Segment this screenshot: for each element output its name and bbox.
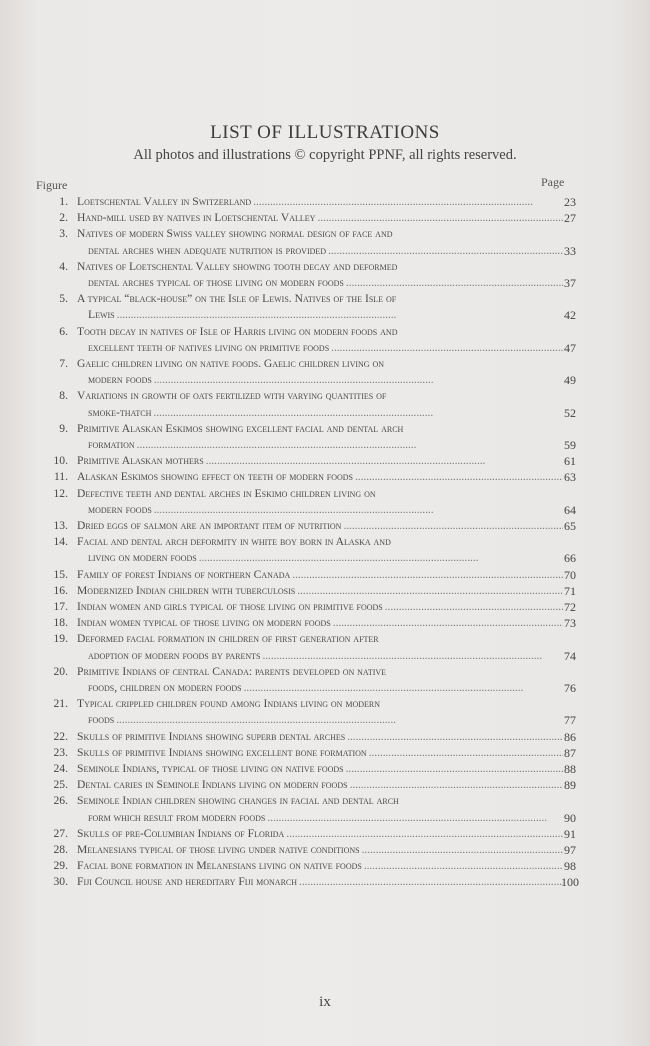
figure-number: 15.	[53, 567, 68, 581]
caption-text: formation	[88, 437, 135, 451]
figure-number: 30.	[53, 875, 68, 889]
caption-text: smoke-thatch	[88, 405, 152, 419]
caption-text: Skulls of pre-Columbian Indians of Florida	[77, 826, 285, 840]
caption-text: Dental caries in Seminole Indians living on modern foods	[77, 778, 348, 792]
dot-leader	[204, 453, 563, 469]
figure-number: 23.	[53, 745, 68, 759]
page-number: 37	[564, 275, 576, 290]
page-number: 70	[564, 567, 576, 582]
figure-number: 21.	[53, 697, 68, 711]
list-item	[30, 664, 590, 696]
caption-text: adoption of modern foods by parents	[88, 648, 261, 662]
figure-number: 25.	[53, 778, 68, 792]
page-number: 72	[564, 599, 576, 614]
figure-number: 28.	[53, 842, 68, 856]
page-number: 71	[564, 583, 576, 598]
dot-leader	[345, 729, 563, 745]
page-number: 52	[564, 405, 576, 420]
page-number: 98	[564, 859, 576, 874]
dot-leader	[326, 243, 563, 259]
dot-leader	[362, 858, 563, 874]
list-item	[30, 696, 590, 728]
list-item	[30, 583, 590, 599]
figure-number: 22.	[53, 729, 68, 743]
page-number: 90	[564, 810, 576, 825]
figure-number: 18.	[53, 616, 68, 630]
dot-leader	[295, 583, 563, 599]
dot-leader	[360, 842, 563, 858]
figure-number: 16.	[53, 583, 68, 597]
caption-text: Seminole Indians, typical of those living on native foods	[77, 761, 344, 775]
dot-leader	[353, 469, 563, 485]
caption-text: Dried eggs of salmon are an important item of nutrition	[77, 518, 342, 532]
page-title: LIST OF ILLUSTRATIONS	[210, 122, 440, 143]
caption-text: Natives of Loetschental Valley showing tooth decay and deformed	[77, 259, 398, 273]
page-number: 88	[564, 761, 576, 776]
caption-text: Hand-mill used by natives in Loetschental Valley	[77, 211, 316, 225]
figure-number: 19.	[53, 632, 68, 646]
caption-text: foods, children on modern foods	[88, 680, 242, 694]
list-item	[30, 631, 590, 663]
caption-text: form which result from modern foods	[88, 810, 266, 824]
dot-leader	[329, 340, 563, 356]
list-item	[30, 421, 590, 453]
list-item	[30, 777, 590, 793]
caption-text: living on modern foods	[88, 551, 197, 565]
list-item	[30, 745, 590, 761]
caption-text: Facial and dental arch deformity in white boy born in Alaska and	[77, 535, 391, 549]
caption-text: Fiji Council house and hereditary Fiji monarch	[77, 875, 298, 889]
page-number: 66	[564, 551, 576, 566]
dot-leader	[242, 680, 563, 696]
dot-leader	[348, 777, 563, 793]
dot-leader	[260, 648, 563, 664]
page-number: 42	[564, 308, 576, 323]
caption-text: Gaelic children living on native foods. Gaelic children living on	[77, 356, 385, 370]
list-item	[30, 324, 590, 356]
figure-number: 12.	[53, 486, 68, 500]
dot-leader	[290, 567, 563, 583]
dot-leader	[315, 210, 563, 226]
dot-leader	[114, 712, 563, 728]
list-item	[30, 486, 590, 518]
page-number: 74	[564, 648, 576, 663]
list-item	[30, 194, 590, 210]
list-item	[30, 858, 590, 874]
figure-number: 17.	[53, 599, 68, 613]
caption-text: foods	[88, 713, 115, 727]
page-number: 87	[564, 745, 576, 760]
list-item	[30, 567, 590, 583]
figure-number: 14.	[53, 535, 68, 549]
list-item	[30, 842, 590, 858]
dot-leader	[152, 502, 563, 518]
dot-leader	[284, 826, 563, 842]
list-item	[30, 518, 590, 534]
list-item	[30, 761, 590, 777]
page-number: 97	[564, 842, 576, 857]
page-number: 100	[561, 875, 579, 890]
caption-text: Facial bone formation in Melanesians living on native foods	[77, 859, 362, 873]
caption-text: Indian women and girls typical of those living on primitive foods	[77, 599, 383, 613]
caption-text: Typical crippled children found among Indians living on modern	[77, 697, 381, 711]
list-item	[30, 259, 590, 291]
page-number: 59	[564, 437, 576, 452]
caption-text: Skulls of primitive Indians showing superb dental arches	[77, 729, 346, 743]
page-number: 64	[564, 502, 576, 517]
figure-number: 5.	[59, 292, 68, 306]
caption-text: Variations in growth of oats fertilized with varying quantities of	[77, 389, 387, 403]
list-item	[30, 599, 590, 615]
figure-number: 11.	[53, 470, 68, 484]
page-number: 91	[564, 826, 576, 841]
page-number: 61	[564, 454, 576, 469]
dot-leader	[367, 745, 563, 761]
caption-text: Primitive Alaskan Eskimos showing excellent facial and dental arch	[77, 421, 404, 435]
figure-number: 3.	[59, 227, 68, 241]
dot-leader	[341, 518, 563, 534]
dot-leader	[251, 194, 563, 210]
page-number: 33	[564, 243, 576, 258]
list-item	[30, 826, 590, 842]
page-number: 49	[564, 373, 576, 388]
figure-number: 24.	[53, 761, 68, 775]
list-item	[30, 356, 590, 388]
caption-text: Alaskan Eskimos showing effect on teeth of modern foods	[77, 470, 353, 484]
dot-leader	[344, 761, 563, 777]
figure-number: 2.	[59, 211, 68, 225]
figure-number: 26.	[53, 794, 68, 808]
dot-leader	[331, 615, 563, 631]
page-number: 86	[564, 729, 576, 744]
figure-number: 8.	[59, 389, 68, 403]
caption-text: Defective teeth and dental arches in Eskimo children living on	[77, 486, 376, 500]
figure-number: 13.	[53, 518, 68, 532]
list-item	[30, 615, 590, 631]
dot-leader	[197, 550, 563, 566]
caption-text: Skulls of primitive Indians showing excellent bone formation	[77, 745, 367, 759]
figure-number: 27.	[53, 826, 68, 840]
list-item	[30, 226, 590, 258]
list-item	[30, 210, 590, 226]
illustrations-list	[30, 194, 590, 891]
caption-text: Tooth decay in natives of Isle of Harris living on modern foods and	[77, 324, 398, 338]
caption-text: Seminole Indian children showing changes in facial and dental arch	[77, 794, 399, 808]
caption-text: Modernized Indian children with tuberculosis	[77, 583, 296, 597]
dot-leader	[135, 437, 563, 453]
caption-text: Deformed facial formation in children of first generation after	[77, 632, 379, 646]
figure-number: 6.	[59, 324, 68, 338]
caption-text: modern foods	[88, 502, 152, 516]
page-number: 73	[564, 616, 576, 631]
caption-text: Loetschental Valley in Switzerland	[77, 195, 252, 208]
list-item	[30, 469, 590, 485]
figure-number: 7.	[59, 356, 68, 370]
page-number: 77	[564, 713, 576, 728]
page-number: 63	[564, 470, 576, 485]
dot-leader	[297, 874, 563, 890]
list-item	[30, 388, 590, 420]
caption-text: dental arches when adequate nutrition is provided	[88, 243, 327, 257]
page-number: 65	[564, 518, 576, 533]
list-item	[30, 729, 590, 745]
figure-number: 9.	[59, 421, 68, 435]
page-number: 89	[564, 778, 576, 793]
copyright-note: All photos and illustrations © copyright PPNF, all rights reserved.	[133, 147, 517, 163]
figure-number: 4.	[59, 259, 68, 273]
page-number: 47	[564, 340, 576, 355]
dot-leader	[383, 599, 563, 615]
dot-leader	[344, 275, 563, 291]
caption-text: Family of forest Indians of northern Canada	[77, 567, 291, 581]
caption-text: Indian women typical of those living on modern foods	[77, 616, 331, 630]
dot-leader	[151, 405, 563, 421]
figure-number: 29.	[53, 859, 68, 873]
figure-column-header: Figure	[36, 178, 68, 192]
list-item	[30, 453, 590, 469]
figure-number: 20.	[53, 664, 68, 678]
list-item	[30, 534, 590, 566]
dot-leader	[115, 307, 563, 323]
caption-text: Lewis	[88, 308, 115, 322]
page-number: 27	[564, 211, 576, 226]
dot-leader	[152, 372, 563, 388]
figure-number: 10.	[53, 454, 68, 468]
page-number-folio: ix	[319, 994, 331, 1010]
page-number: 76	[564, 680, 576, 695]
list-item	[30, 291, 590, 323]
caption-text: Primitive Alaskan mothers	[77, 454, 204, 468]
caption-text: modern foods	[88, 373, 152, 387]
caption-text: Melanesians typical of those living under native conditions	[77, 842, 360, 856]
dot-leader	[265, 810, 563, 826]
caption-text: Primitive Indians of central Canada: parents developed on native	[77, 664, 387, 678]
caption-text: dental arches typical of those living on modern foods	[88, 275, 344, 289]
caption-text: Natives of modern Swiss valley showing normal design of face and	[77, 227, 393, 241]
list-item	[30, 874, 590, 890]
page-number: 23	[564, 195, 576, 209]
caption-text: excellent teeth of natives living on primitive foods	[88, 340, 330, 354]
page-column-header: Page	[541, 175, 565, 189]
figure-number: 1.	[59, 195, 68, 208]
list-item	[30, 793, 590, 825]
caption-text: A typical “black-house” on the Isle of Lewis. Natives of the Isle of	[77, 292, 397, 306]
